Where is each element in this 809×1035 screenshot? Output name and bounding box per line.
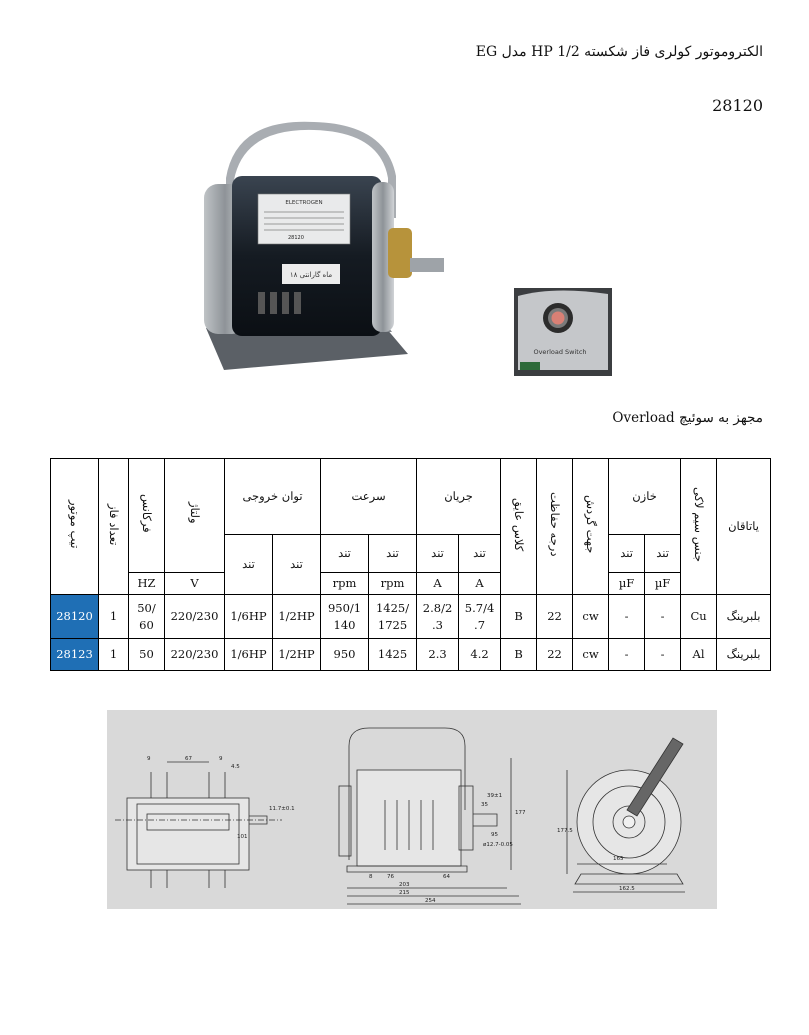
row-protection: 22 xyxy=(537,639,573,671)
row-current-b: 5.7/4 .7 xyxy=(459,595,501,639)
row-wire: Cu xyxy=(681,595,717,639)
dim-top-9b: 9 xyxy=(219,756,223,762)
top-view-drawing xyxy=(115,756,295,888)
row-rotation: cw xyxy=(573,639,609,671)
header-voltage: ولتاژ xyxy=(165,459,225,573)
current-sub-a: تند xyxy=(417,535,459,573)
header-phase-count: تعداد فاز xyxy=(99,459,129,595)
header-wire-material: جنس سیم لاکی xyxy=(681,459,717,595)
speed-sub-b: تند xyxy=(369,535,417,573)
capacitor-sub-b: تند xyxy=(645,535,681,573)
dim-side-203: 203 xyxy=(399,882,410,888)
side-view-drawing xyxy=(339,728,526,904)
row-current-b: 4.2 xyxy=(459,639,501,671)
row-phase: 1 xyxy=(99,595,129,639)
model-code: 28120 xyxy=(712,96,763,115)
power-sub-b: تند xyxy=(273,535,321,595)
unit-v: V xyxy=(165,573,225,595)
row-phase: 1 xyxy=(99,639,129,671)
row-power-a: 1/6HP xyxy=(225,595,273,639)
motor-label-code: 28120 xyxy=(288,235,304,241)
row-capacitor-b: - xyxy=(645,595,681,639)
row-frequency: 50 xyxy=(129,639,165,671)
dim-side-95: 95 xyxy=(491,832,498,838)
header-bearing: یاتاقان xyxy=(717,459,771,595)
unit-a-a: A xyxy=(417,573,459,595)
dim-front-1775: 177.5 xyxy=(557,828,573,834)
overload-switch-caption: Overload Switch xyxy=(533,348,587,356)
row-motor-type: 28123 xyxy=(51,639,99,671)
header-speed: سرعت xyxy=(321,459,417,535)
header-frequency: فرکانس xyxy=(129,459,165,573)
speed-sub-a: تند xyxy=(321,535,369,573)
row-capacitor-b: - xyxy=(645,639,681,671)
row-speed-b: 1425/ 1725 xyxy=(369,595,417,639)
row-voltage: 220/230 xyxy=(165,639,225,671)
dim-side-35: 35 xyxy=(481,802,488,808)
current-sub-b: تند xyxy=(459,535,501,573)
dim-front-165: 165 xyxy=(613,856,624,862)
row-current-a: 2.3 xyxy=(417,639,459,671)
table-row xyxy=(51,595,771,639)
unit-uf-b: µF xyxy=(645,573,681,595)
dim-top-shaft: 11.7±0.1 xyxy=(269,806,295,812)
row-power-b: 1/2HP xyxy=(273,595,321,639)
row-power-b: 1/2HP xyxy=(273,639,321,671)
dim-side-64: 64 xyxy=(443,874,450,880)
dim-top-67: 67 xyxy=(185,756,192,762)
spec-table xyxy=(50,458,771,671)
row-motor-type: 28120 xyxy=(51,595,99,639)
unit-rpm-b: rpm xyxy=(369,573,417,595)
overload-note: مجهز به سوئیچ Overload xyxy=(612,410,763,426)
unit-hz: HZ xyxy=(129,573,165,595)
front-view-drawing xyxy=(557,738,685,892)
row-speed-a: 950 xyxy=(321,639,369,671)
row-bearing: بلبرینگ xyxy=(717,639,771,671)
row-speed-b: 1425 xyxy=(369,639,417,671)
dim-side-76: 76 xyxy=(387,874,394,880)
dim-side-39: 39±1 xyxy=(487,793,503,799)
dim-side-shaft: ø12.7-0.05 xyxy=(483,842,513,848)
header-capacitor: خازن xyxy=(609,459,681,535)
motor-label-brand: ELECTROGEN xyxy=(285,200,323,206)
row-wire: Al xyxy=(681,639,717,671)
header-protection-degree: درجه حفاظت xyxy=(537,459,573,595)
row-current-a: 2.8/2 .3 xyxy=(417,595,459,639)
overload-switch-photo xyxy=(514,288,612,376)
header-rotation-direction: جهت گردش xyxy=(573,459,609,595)
row-capacitor-a: - xyxy=(609,639,645,671)
dim-side-215: 215 xyxy=(399,890,410,896)
unit-a-b: A xyxy=(459,573,501,595)
page-title: الکتروموتور کولری فاز شکسته 1/2 HP مدل EG xyxy=(475,44,763,60)
row-insulation-class: B xyxy=(501,595,537,639)
warranty-sticker: ۱۸ ماه گارانتی xyxy=(289,271,333,279)
dim-top-45: 4.5 xyxy=(231,764,240,770)
unit-rpm-a: rpm xyxy=(321,573,369,595)
header-motor-type: تیپ موتور xyxy=(51,459,99,595)
dim-side-254: 254 xyxy=(425,898,436,904)
dim-side-8: 8 xyxy=(369,874,373,880)
table-row xyxy=(51,639,771,671)
row-insulation-class: B xyxy=(501,639,537,671)
row-voltage: 220/230 xyxy=(165,595,225,639)
dim-front-1625: 162.5 xyxy=(619,886,635,892)
row-rotation: cw xyxy=(573,595,609,639)
header-insulation-class: کلاس عایق xyxy=(501,459,537,595)
row-bearing: بلبرینگ xyxy=(717,595,771,639)
power-sub-a: تند xyxy=(225,535,273,595)
row-protection: 22 xyxy=(537,595,573,639)
header-output-power: توان خروجی xyxy=(225,459,321,535)
dim-top-9a: 9 xyxy=(147,756,151,762)
header-current: جریان xyxy=(417,459,501,535)
capacitor-sub-a: تند xyxy=(609,535,645,573)
technical-drawings xyxy=(107,710,717,909)
row-power-a: 1/6HP xyxy=(225,639,273,671)
row-speed-a: 950/1 140 xyxy=(321,595,369,639)
dim-side-177: 177 xyxy=(515,810,526,816)
row-frequency: 50/ 60 xyxy=(129,595,165,639)
motor-photo xyxy=(196,118,452,374)
unit-uf-a: µF xyxy=(609,573,645,595)
dim-top-101: 101 xyxy=(237,834,248,840)
row-capacitor-a: - xyxy=(609,595,645,639)
